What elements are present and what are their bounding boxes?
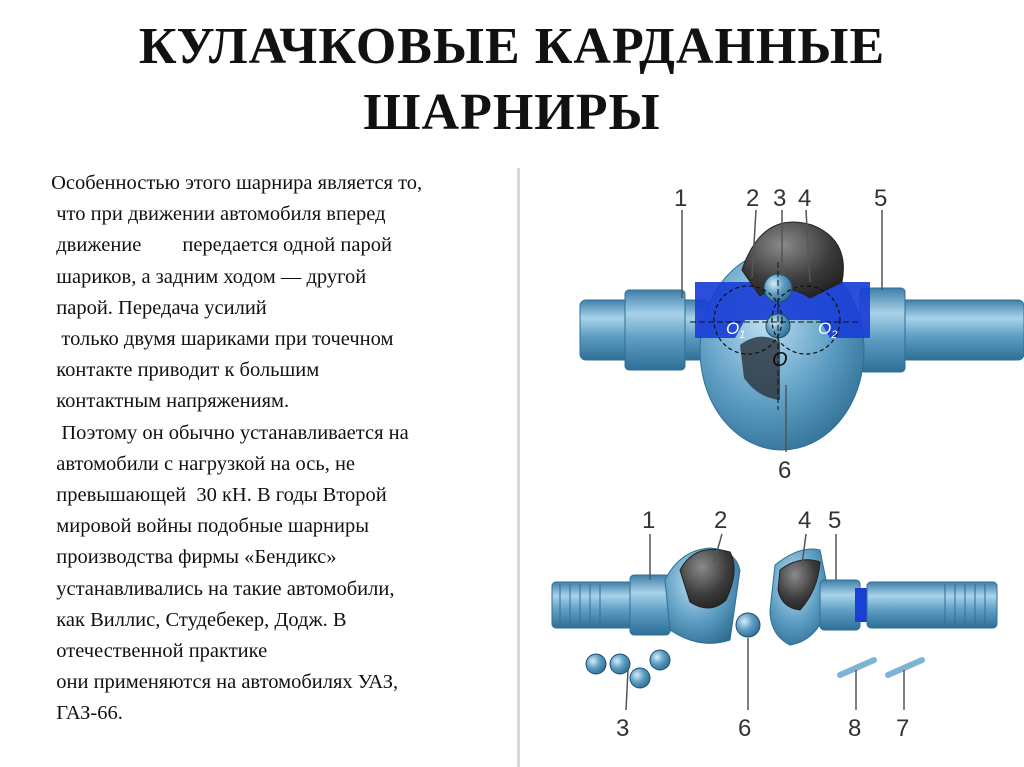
leader-e3 [626, 670, 628, 710]
ball-6 [736, 613, 760, 637]
body-line-4: шариков, а задним ходом — другой [46, 265, 367, 288]
label-o1: $O_1$ [726, 319, 746, 341]
center-ball [764, 274, 792, 302]
pin-7 [888, 660, 922, 675]
ball-3c [630, 668, 650, 688]
body-line-7: контакте приводит к большим [46, 359, 320, 382]
label-6: 6 [778, 457, 792, 484]
ball-3b [610, 654, 630, 674]
label-5: 5 [874, 185, 888, 212]
label-e8: 8 [848, 715, 862, 742]
title-line-2: ШАРНИРЫ [363, 84, 661, 141]
label-o2: $O_2$ [818, 319, 838, 341]
blue-sleeve [855, 588, 867, 622]
body-line-15: как Виллис, Студебекер, Додж. В [46, 608, 347, 631]
label-e2: 2 [714, 507, 728, 534]
right-splined-shaft [867, 582, 997, 628]
label-3: 3 [773, 185, 787, 212]
label-e5: 5 [828, 507, 842, 534]
left-collar [630, 575, 670, 635]
label-1: 1 [674, 185, 688, 212]
label-e6: 6 [738, 715, 752, 742]
ball-3d [650, 650, 670, 670]
label-e7: 7 [896, 715, 910, 742]
pin-8 [840, 660, 874, 675]
body-line-1: Особенностью этого шарнира является то, [46, 172, 423, 194]
ball-3a [586, 654, 606, 674]
body-line-8: контактным напряжениям. [46, 390, 290, 413]
body-line-3: движение передается одной парой [46, 234, 392, 257]
body-line-2: что при движении автомобиля вперед [46, 203, 386, 226]
cam-top [742, 222, 843, 298]
body-line-10: автомобили с нагрузкой на ось, не [46, 452, 356, 475]
title-line-1: КУЛАЧКОВЫЕ КАРДАННЫЕ [138, 18, 886, 75]
label-e1: 1 [642, 507, 656, 534]
body-line-11: превышающей 30 кН. В годы Второй [46, 484, 387, 507]
label-o: O [772, 349, 788, 371]
slide-title [0, 14, 1024, 146]
body-line-16: отечественной практике [46, 640, 268, 663]
left-shaft-collar [625, 290, 685, 370]
body-line-14: устанавливались на такие автомобили, [46, 577, 395, 600]
label-e4: 4 [798, 507, 812, 534]
right-collar [820, 580, 860, 630]
body-line-18: ГАЗ-66. [46, 702, 123, 725]
column-divider [517, 168, 520, 767]
body-line-17: они применяются на автомобилях УАЗ, [46, 671, 399, 694]
body-line-5: парой. Передача усилий [46, 296, 267, 319]
body-line-9: Поэтому он обычно устанавливается на [46, 421, 409, 444]
exploded-joint [552, 507, 997, 742]
body-line-12: мировой войны подобные шарниры [46, 515, 370, 538]
body-line-13: производства фирмы «Бендикс» [46, 546, 337, 569]
assembled-joint [580, 185, 1024, 484]
label-2: 2 [746, 185, 760, 212]
joint-drawing [530, 170, 1024, 767]
body-text [46, 168, 516, 730]
label-e3: 3 [616, 715, 630, 742]
joint-illustration [530, 170, 1024, 767]
body-line-6: только двумя шариками при точечном [46, 328, 394, 351]
label-4: 4 [798, 185, 812, 212]
